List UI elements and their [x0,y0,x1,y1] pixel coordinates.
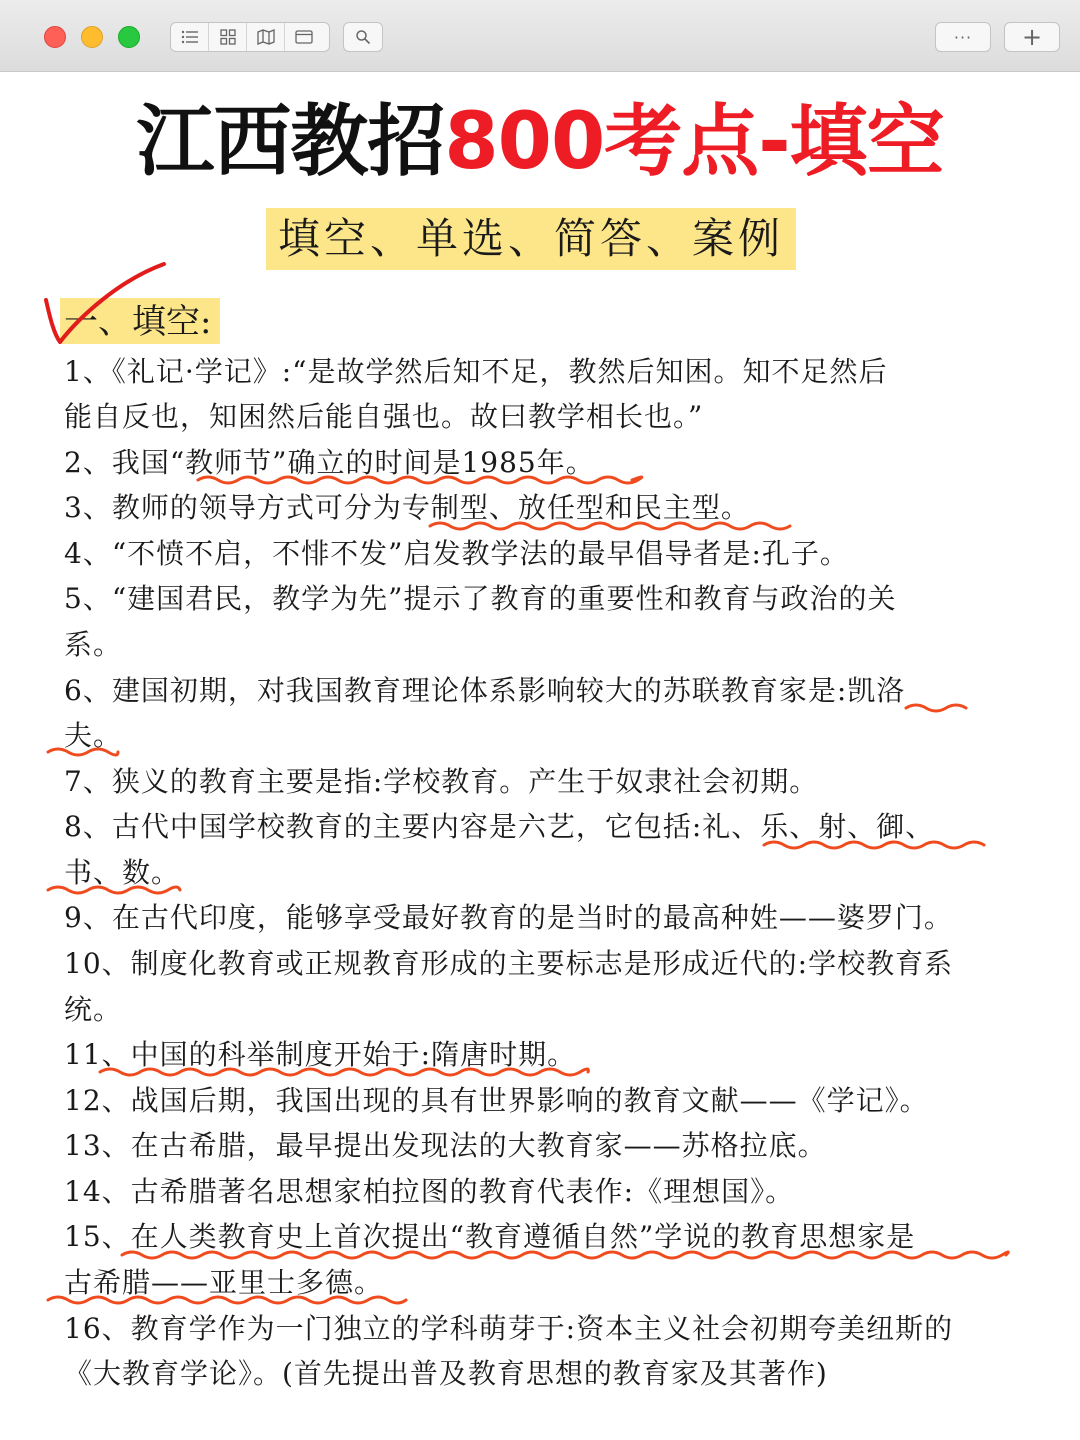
content-line: 11、中国的科举制度开始于:隋唐时期。 [64,1038,577,1071]
content-line: 2、我国“教师节”确立的时间是1985年。 [64,446,595,479]
content-line: 9、在古代印度，能够享受最好教育的是当时的最高种姓——婆罗门。 [64,901,953,934]
search-button[interactable] [344,23,382,51]
page-subtitle: 填空、单选、简答、案例 [277,214,784,263]
add-button[interactable]: + [1021,23,1043,51]
grid-icon [220,29,236,45]
page-title [0,92,1080,192]
more-toolbar [935,22,991,52]
page-title-black: 江西教招 [136,97,445,187]
search-icon [355,29,371,45]
section-title: 一、填空: [64,302,212,342]
content-line: 能自反也，知困然后能自强也。故曰教学相长也。” [64,400,704,433]
content-line: 统。 [64,993,123,1026]
content-line: 6、建国初期，对我国教育理论体系影响较大的苏联教育家是:凯洛 [64,674,906,707]
close-window-button[interactable] [44,26,66,48]
add-toolbar [1004,22,1060,52]
list-icon [181,30,199,44]
content-line: 3、教师的领导方式可分为专制型、放任型和民主型。 [64,491,750,524]
content-line: 4、“不愤不启，不悱不发”启发教学法的最早倡导者是:孔子。 [64,537,849,570]
content-line: 系。 [64,628,123,661]
content-line: 14、古希腊著名思想家柏拉图的教育代表作:《理想国》。 [64,1175,795,1208]
list-view-button[interactable] [171,23,209,51]
content-line: 15、在人类教育史上首次提出“教育遵循自然”学说的教育思想家是 [64,1220,916,1253]
checkmark-icon [40,258,170,348]
content-line: 1、《礼记·学记》:“是故学然后知不足，教然后知困。知不足然后 [64,355,888,388]
content-line: 5、“建国君民，教学为先”提示了教育的重要性和教育与政治的关 [64,582,897,615]
page-title-red: 800考点-填空 [444,97,944,187]
search-toolbar [343,22,383,52]
zoom-window-button[interactable] [118,26,140,48]
window-icon [295,30,313,44]
content-line: 《大教育学论》。(首先提出普及教育思想的教育家及其著作) [64,1357,828,1390]
content-line: 16、教育学作为一门独立的学科萌芽于:资本主义社会初期夸美纽斯的 [64,1312,954,1345]
content-line: 书、数。 [64,856,181,889]
content-line: 古希腊——亚里士多德。 [64,1266,384,1299]
minimize-window-button[interactable] [81,26,103,48]
window-titlebar [0,0,1080,72]
content-line: 8、古代中国学校教育的主要内容是六艺，它包括:礼、乐、射、御、 [64,810,935,843]
content-line: 7、狭义的教育主要是指:学校教育。产生于奴隶社会初期。 [64,765,819,798]
more-button[interactable]: ··· [953,27,973,47]
map-icon [257,29,275,45]
subtitle-highlight [266,208,796,270]
content-line: 13、在古希腊，最早提出发现法的大教育家——苏格拉底。 [64,1129,827,1162]
content-line: 夫。 [64,719,123,752]
content-line: 12、战国后期，我国出现的具有世界影响的教育文献——《学记》。 [64,1084,929,1117]
view-mode-toolbar [170,22,330,52]
map-view-button[interactable] [247,23,285,51]
content-line: 10、制度化教育或正规教育形成的主要标志是形成近代的:学校教育系 [64,947,954,980]
grid-view-button[interactable] [209,23,247,51]
window-view-button[interactable] [285,23,323,51]
